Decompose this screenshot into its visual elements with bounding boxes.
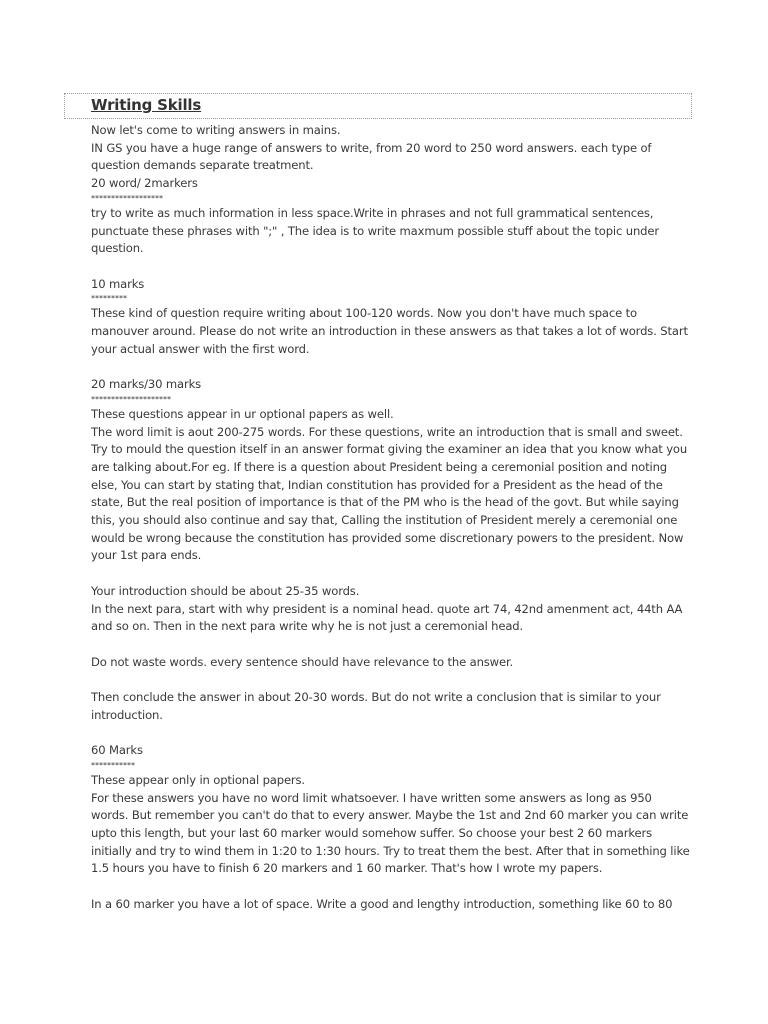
intro-paragraph: Now let's come to writing answers in mains. IN GS you have a huge range of answers to write, from 20 word to 250 word answers. each type of question demands separate treatment. (91, 123, 652, 173)
section-heading-20-word: 20 word/ 2markers (91, 176, 198, 191)
section-heading-10-marks: 10 marks (91, 276, 145, 291)
section-divider: ********* (91, 294, 127, 304)
section-body-60-marks: These appear only in optional papers. For these answers you have no word limit whatsoever. I have written some answers as long as 950 words. But remember you can't do that to every answer. Maybe the 1st and 2nd 60 marker you can write upto this length, but your last 60 marker would somehow suffer. So choose your best 2 60 markers initially and try to wind them in 1:20 to 1:30 hours. Try to treat them the best. After that in something like 1.5 hours you have to finish 6 20 markers and 1 60 marker. That's how I wrote my papers. (91, 772, 690, 876)
section-body-10-marks: These kind of question require writing about 100-120 words. Now you don't have much space to manouver around. Please do not write an introduction in these answers as that takes a lot of words. Start your actual answer with the first word. (91, 306, 688, 356)
section-divider: ****************** (91, 193, 163, 203)
title-box (64, 93, 692, 119)
paragraph: Then conclude the answer in about 20-30 words. But do not write a conclusion that is similar to your introduction. (91, 690, 661, 722)
section-divider: ******************** (91, 394, 171, 404)
paragraph: In a 60 marker you have a lot of space. Write a good and lengthy introduction, something like 60 to 80 (91, 896, 673, 911)
section-heading-20-30-marks: 20 marks/30 marks (91, 377, 202, 392)
document-title: Writing Skills (91, 96, 202, 114)
document-body (91, 122, 691, 913)
paragraph: Do not waste words. every sentence should have relevance to the answer. (91, 654, 514, 669)
section-divider: *********** (91, 760, 135, 770)
section-body-20-word: try to write as much information in less space.Write in phrases and not full grammatical sentences, punctuate these phrases with ";" , The idea is to write maxmum possible stuff about the topic under question. (91, 205, 659, 256)
section-heading-60-marks: 60 Marks (91, 743, 143, 758)
section-body-20-30-marks: These questions appear in ur optional papers as well. The word limit is aout 200-275 words. For these questions, write an introduction that is small and sweet. Try to mould the question itself in an answer format giving the examiner an idea that you know what you are talking about.For eg. If there is a question about President being a ceremonial position and noting else, You can start by stating that, Indian constitution has provided for a President as the head of the state, But the real position of importance is that of the PM who is the head of the govt. But while saying this, you should also continue and say that, Calling the institution of President merely a ceremonial one would be wrong because the constitution has provided some discretionary powers to the president. Now your 1st para ends. (91, 406, 688, 563)
paragraph: Your introduction should be about 25-35 words. In the next para, start with why president is a nominal head. quote art 74, 42nd amenment act, 44th AA and so on. Then in the next para write why he is not just a ceremonial head. (91, 583, 683, 634)
